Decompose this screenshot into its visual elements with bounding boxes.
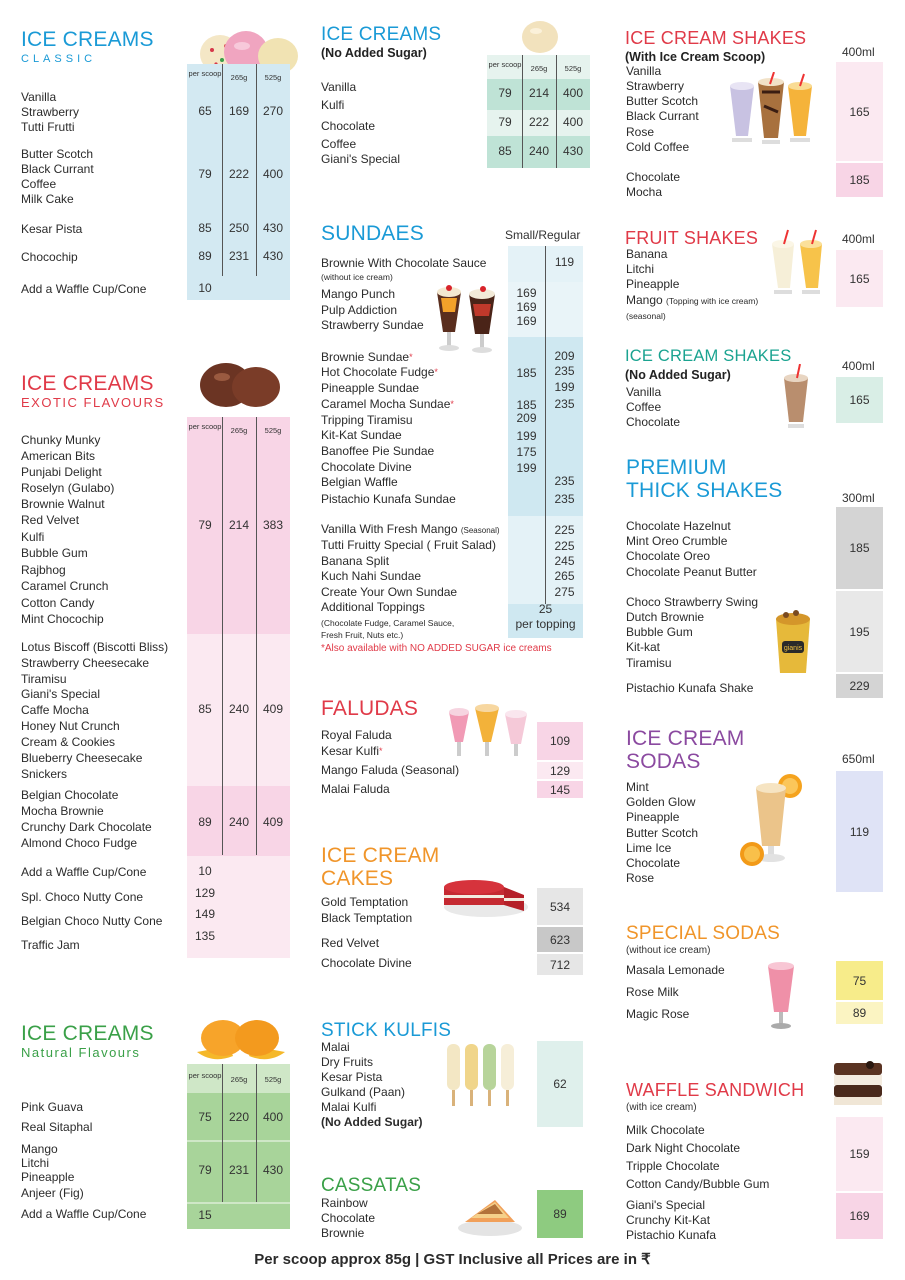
premium-price-box: 185 xyxy=(836,507,883,589)
cassata-price-box: 89 xyxy=(537,1190,583,1238)
exotic-item: Traffic Jam xyxy=(21,938,80,952)
cassata-item: Chocolate xyxy=(321,1211,376,1225)
exotic-item: Mint Chocochip xyxy=(21,612,104,626)
faludas-title: FALUDAS xyxy=(321,697,419,720)
nas-item: Chocolate xyxy=(321,119,376,133)
classic-title: ICE CREAMS xyxy=(21,28,154,51)
sundae-price: 235 xyxy=(554,492,575,506)
waffle-price-box: 159 xyxy=(836,1117,883,1191)
waffle-subtitle: (with ice cream) xyxy=(626,1102,697,1113)
cake-item: Gold Temptation xyxy=(321,895,409,909)
exotic-item: Snickers xyxy=(21,767,68,781)
classic-price: 89 xyxy=(198,249,212,263)
section-shakes xyxy=(625,27,806,65)
sundae-item-note: Fresh Fruit, Nuts etc.) xyxy=(321,630,404,640)
classic-item: Coffee xyxy=(21,177,57,191)
waffle-item: Giani's Special xyxy=(626,1198,705,1212)
shakes-item: Black Currant xyxy=(626,109,699,123)
sundae-item: Pineapple Sundae xyxy=(321,381,420,395)
sundae-item: Pistachio Kunafa Sundae xyxy=(321,492,456,506)
exotic-price: 79 xyxy=(198,518,212,532)
shakes-item: Strawberry xyxy=(626,79,685,93)
exotic-item: Crunchy Dark Chocolate xyxy=(21,820,152,834)
sundae-price: 235 xyxy=(554,474,575,488)
exotic-item: Red Velvet xyxy=(21,513,80,527)
sundae-price: 225 xyxy=(554,523,575,537)
sundae-item: Create Your Own Sundae xyxy=(321,585,458,599)
sodas-title-1: ICE CREAM xyxy=(626,727,745,750)
shakes-title: ICE CREAM SHAKES xyxy=(625,28,807,48)
sundae-item-note: (without ice cream) xyxy=(321,272,393,282)
kulfi-sticks-image xyxy=(445,1042,521,1108)
nas-price: 400 xyxy=(562,86,584,100)
sundaes-title: SUNDAES xyxy=(321,222,424,245)
nas-price: 430 xyxy=(562,144,584,158)
classic-price: 231 xyxy=(228,249,250,263)
sundae-item: Brownie With Chocolate Sauce xyxy=(321,256,487,270)
sodas-item: Golden Glow xyxy=(626,795,696,809)
sundae-item: Banoffee Pie Sundae xyxy=(321,444,435,458)
sundae-price: 169 xyxy=(516,286,537,300)
exotic-item: Roselyn (Gulabo) xyxy=(21,481,115,495)
sodas-price-box: 119 xyxy=(836,771,883,892)
faluda-item: Kesar Kulfi* xyxy=(321,744,383,758)
cake-item: Red Velvet xyxy=(321,936,380,950)
fruit-shake-image xyxy=(770,228,826,296)
exotic-item: Mocha Brownie xyxy=(21,804,104,818)
natural-subtitle: Natural Flavours xyxy=(21,1045,141,1060)
sundae-item: Tripping Tiramisu xyxy=(321,413,413,427)
nas-item: Coffee xyxy=(321,137,357,151)
exotic-price: 149 xyxy=(194,907,216,921)
natural-price: 231 xyxy=(228,1163,250,1177)
exotic-item: Cotton Candy xyxy=(21,596,95,610)
waffle-sandwich-image xyxy=(830,1057,886,1113)
sundae-price: 225 xyxy=(554,539,575,553)
premium-item: Chocolate Hazelnut xyxy=(626,519,731,533)
natural-price: 400 xyxy=(262,1110,284,1124)
exotic-price: 409 xyxy=(262,702,284,716)
sundae-item: Hot Chocolate Fudge* xyxy=(321,365,438,379)
exotic-header-265: 265g xyxy=(230,426,248,435)
premium-title-1: PREMIUM xyxy=(626,456,727,479)
special-subtitle: (without ice cream) xyxy=(626,945,711,956)
sodas-item: Pineapple xyxy=(626,810,680,824)
faluda-price-box: 109 xyxy=(537,722,583,760)
exotic-item: Kulfi xyxy=(21,530,45,544)
sundae-price: 175 xyxy=(516,445,537,459)
exotic-item: Chunky Munky xyxy=(21,433,101,447)
kulfis-title: STICK KULFIS xyxy=(321,1020,452,1041)
sundae-item: Kit-Kat Sundae xyxy=(321,428,402,442)
shakes-item: Butter Scotch xyxy=(626,94,699,108)
natural-title: ICE CREAMS xyxy=(21,1022,154,1045)
premium-item: Tiramisu xyxy=(626,656,672,670)
classic-price: 65 xyxy=(198,104,212,118)
kulfi-item: Dry Fruits xyxy=(321,1055,373,1069)
shakesnas-subtitle: (No Added Sugar) xyxy=(625,368,731,382)
fruit-size: 400ml xyxy=(842,232,875,246)
classic-price: 10 xyxy=(198,281,212,295)
nas-header-scoop: per scoop xyxy=(488,60,522,69)
cake-image xyxy=(436,865,530,921)
classic-header-scoop: per scoop xyxy=(188,69,222,78)
exotic-item: Brownie Walnut xyxy=(21,497,105,511)
thick-shake-cup-image xyxy=(772,607,814,677)
exotic-item: Rajbhog xyxy=(21,563,66,577)
premium-size: 300ml xyxy=(842,491,875,505)
classic-price: 79 xyxy=(198,167,212,181)
classic-header-265: 265g xyxy=(230,73,248,82)
natural-item: Pink Guava xyxy=(21,1100,84,1114)
special-item: Magic Rose xyxy=(626,1007,690,1021)
sundae-item: Mango Punch xyxy=(321,287,396,301)
sundae-item: Strawberry Sundae xyxy=(321,318,424,332)
classic-item: Tutti Frutti xyxy=(21,120,75,134)
sodas-item: Butter Scotch xyxy=(626,826,699,840)
exotic-item: Cream & Cookies xyxy=(21,735,116,749)
fruit-item: Pineapple xyxy=(626,277,680,291)
kulfi-item: Gulkand (Paan) xyxy=(321,1085,406,1099)
section-sodas xyxy=(626,727,744,773)
natural-item: Mango xyxy=(21,1142,58,1156)
cassata-item: Brownie xyxy=(321,1226,365,1240)
exotic-item: Honey Nut Crunch xyxy=(21,719,120,733)
premium-item: Choco Strawberry Swing xyxy=(626,595,759,609)
natural-header-265: 265g xyxy=(230,1075,248,1084)
exotic-item: Almond Choco Fudge xyxy=(21,836,138,850)
sundae-item: Belgian Waffle xyxy=(321,475,398,489)
premium-item: Kit-kat xyxy=(626,640,661,654)
sundae-item: Caramel Mocha Sundae* xyxy=(321,397,454,411)
exotic-price: 10 xyxy=(198,864,212,878)
mango-scoops-image xyxy=(193,1012,289,1064)
faluda-glasses-image xyxy=(447,704,531,764)
sundae-price: 199 xyxy=(516,429,537,443)
waffle-item: Cotton Candy/Bubble Gum xyxy=(626,1177,770,1191)
rose-milk-image xyxy=(764,956,798,1032)
natural-header-525: 525g xyxy=(264,1075,282,1084)
exotic-price: 135 xyxy=(194,929,216,943)
classic-price: 400 xyxy=(262,167,284,181)
sundae-price: 235 xyxy=(554,397,575,411)
waffle-item: Pistachio Kunafa xyxy=(626,1228,717,1242)
exotic-item: Strawberry Cheesecake xyxy=(21,656,150,670)
chocolate-shake-image xyxy=(782,364,810,434)
nas-item: Giani's Special xyxy=(321,152,400,166)
special-price-box: 89 xyxy=(836,1002,883,1024)
sundae-price: 199 xyxy=(516,461,537,475)
sodas-title-2: SODAS xyxy=(626,750,701,773)
exotic-price: 85 xyxy=(198,702,212,716)
exotic-item: Blueberry Cheesecake xyxy=(21,751,143,765)
exotic-subtitle: EXOTIC FLAVOURS xyxy=(21,395,165,410)
chocolate-scoops-image xyxy=(198,355,282,411)
sundae-price: 25 xyxy=(538,602,553,616)
nas-subtitle: (No Added Sugar) xyxy=(321,46,427,60)
shakes-item: Rose xyxy=(626,125,655,139)
shakesnas-price-box: 165 xyxy=(836,377,883,423)
faluda-price-box: 129 xyxy=(537,762,583,779)
fruit-item: Litchi xyxy=(626,262,655,276)
exotic-header-scoop: per scoop xyxy=(188,422,222,431)
cup-label: gianis xyxy=(783,645,803,652)
fruit-title: FRUIT SHAKES xyxy=(625,228,759,248)
shake-glasses-image xyxy=(726,72,816,146)
exotic-item: Lotus Biscoff (Biscotti Bliss) xyxy=(21,640,169,654)
classic-item: Strawberry xyxy=(21,105,80,119)
premium-title-2: THICK SHAKES xyxy=(626,479,783,502)
classic-item: Vanilla xyxy=(21,90,57,104)
premium-item: Chocolate Oreo xyxy=(626,549,711,563)
sundae-note: *Also available with NO ADDED SUGAR ice creams xyxy=(321,643,552,654)
sundae-price: 209 xyxy=(554,349,575,363)
classic-price: 270 xyxy=(262,104,284,118)
premium-price-box: 195 xyxy=(836,591,883,672)
cake-price-box: 623 xyxy=(537,927,583,952)
cassatas-title: CASSATAS xyxy=(321,1175,422,1196)
shakes-item: Chocolate xyxy=(626,170,681,184)
fruit-item: Mango (Topping with ice cream) xyxy=(626,293,759,307)
classic-subtitle: CLASSIC xyxy=(21,53,97,65)
natural-price: 75 xyxy=(198,1110,212,1124)
classic-price: 85 xyxy=(198,221,212,235)
exotic-price: 240 xyxy=(228,815,250,829)
exotic-item: Tiramisu xyxy=(21,672,67,686)
sodas-item: Rose xyxy=(626,871,655,885)
sodas-item: Lime Ice xyxy=(626,841,672,855)
natural-item: Real Sitaphal xyxy=(21,1120,93,1134)
cassata-item: Rainbow xyxy=(321,1196,368,1210)
footer-note: Per scoop approx 85g | GST Inclusive all Prices are in ₹ xyxy=(254,1251,651,1268)
shakesnas-item: Chocolate xyxy=(626,415,681,429)
exotic-item: Belgian Chocolate xyxy=(21,788,119,802)
nas-header-525: 525g xyxy=(564,64,582,73)
classic-item: Chocochip xyxy=(21,250,78,264)
classic-item: Butter Scotch xyxy=(21,147,94,161)
natural-item: Add a Waffle Cup/Cone xyxy=(21,1207,147,1221)
sundae-price: 199 xyxy=(554,380,575,394)
natural-price: 79 xyxy=(198,1163,212,1177)
sundae-item: Brownie Sundae* xyxy=(321,350,413,364)
special-title: SPECIAL SODAS xyxy=(626,923,780,944)
waffle-item: Dark Night Chocolate xyxy=(626,1141,741,1155)
shakesnas-title: ICE CREAM SHAKES xyxy=(625,347,792,365)
cake-item: Chocolate Divine xyxy=(321,956,412,970)
faluda-item: Malai Faluda xyxy=(321,782,390,796)
nas-item: Kulfi xyxy=(321,98,345,112)
natural-price: 220 xyxy=(228,1110,250,1124)
exotic-price: 214 xyxy=(228,518,250,532)
exotic-item: Punjabi Delight xyxy=(21,465,102,479)
exotic-item: Bubble Gum xyxy=(21,546,88,560)
exotic-price: 129 xyxy=(194,886,216,900)
exotic-item: Add a Waffle Cup/Cone xyxy=(21,865,147,879)
section-shakes-nas xyxy=(625,345,791,383)
kulfi-item: Malai xyxy=(321,1040,350,1054)
cassata-image xyxy=(455,1192,525,1238)
shakesnas-item: Coffee xyxy=(626,400,662,414)
classic-header-525: 525g xyxy=(264,73,282,82)
exotic-header-525: 525g xyxy=(264,426,282,435)
cakes-title-2: CAKES xyxy=(321,867,394,890)
waffle-item: Tripple Chocolate xyxy=(626,1159,720,1173)
classic-price: 430 xyxy=(262,249,284,263)
cake-price-box: 534 xyxy=(537,888,583,925)
sundaes-size: Small/Regular xyxy=(505,228,581,242)
special-price-box: 75 xyxy=(836,961,883,1000)
sundae-price: 235 xyxy=(554,364,575,378)
faluda-item: Royal Faluda xyxy=(321,728,392,742)
waffle-price-box: 169 xyxy=(836,1193,883,1239)
shakes-size: 400ml xyxy=(842,45,875,59)
sundae-price: 185 xyxy=(516,398,537,412)
sundae-item-note: (Chocolate Fudge, Caramel Sauce, xyxy=(321,618,455,628)
section-cakes xyxy=(321,844,439,890)
classic-price: 250 xyxy=(228,221,250,235)
faluda-item: Mango Faluda (Seasonal) xyxy=(321,763,460,777)
section-exotic xyxy=(21,372,221,411)
nas-price: 400 xyxy=(562,115,584,129)
soda-glass-image xyxy=(738,772,808,868)
classic-item: Kesar Pista xyxy=(21,222,83,236)
exotic-item: American Bits xyxy=(21,449,96,463)
natural-item: Anjeer (Fig) xyxy=(21,1186,84,1200)
sundae-price: 119 xyxy=(554,255,575,269)
fruit-item-note: (seasonal) xyxy=(626,311,666,321)
shakes-subtitle: (With Ice Cream Scoop) xyxy=(625,50,766,64)
exotic-title: ICE CREAMS xyxy=(21,372,154,395)
sodas-size: 650ml xyxy=(842,752,875,766)
premium-item: Chocolate Peanut Butter xyxy=(626,565,757,579)
shakes-price-box: 185 xyxy=(836,163,883,197)
sodas-item: Mint xyxy=(626,780,649,794)
natural-item: Litchi xyxy=(21,1156,50,1170)
sundae-price: 169 xyxy=(516,314,537,328)
shakes-item: Cold Coffee xyxy=(626,140,690,154)
sundae-item: Additional Toppings xyxy=(321,600,425,614)
sundae-item: Banana Split xyxy=(321,554,390,568)
waffle-item: Milk Chocolate xyxy=(626,1123,705,1137)
section-special xyxy=(626,922,780,957)
exotic-item: Spl. Choco Nutty Cone xyxy=(21,890,144,904)
sundae-price-unit: per topping xyxy=(515,617,576,631)
classic-item: Milk Cake xyxy=(21,192,74,206)
nas-price: 222 xyxy=(528,115,550,129)
sundae-price: 275 xyxy=(554,585,575,599)
exotic-price: 383 xyxy=(262,518,284,532)
sundae-price: 169 xyxy=(516,300,537,314)
natural-item: Pineapple xyxy=(21,1170,75,1184)
fruit-item: Banana xyxy=(626,247,668,261)
sundae-item: Chocolate Divine xyxy=(321,460,412,474)
sundae-price: 265 xyxy=(554,569,575,583)
sundae-item: Tutti Fruitty Special ( Fruit Salad) xyxy=(321,538,496,552)
natural-header-scoop: per scoop xyxy=(188,1071,222,1080)
sundae-price: 185 xyxy=(516,366,537,380)
exotic-price: 409 xyxy=(262,815,284,829)
exotic-price: 240 xyxy=(228,702,250,716)
shakesnas-size: 400ml xyxy=(842,359,875,373)
nas-price: 85 xyxy=(498,144,512,158)
exotic-price: 89 xyxy=(198,815,212,829)
premium-item: Bubble Gum xyxy=(626,625,693,639)
premium-item: Mint Oreo Crumble xyxy=(626,534,728,548)
nas-item: Vanilla xyxy=(321,80,357,94)
classic-item: Add a Waffle Cup/Cone xyxy=(21,282,147,296)
classic-item: Black Currant xyxy=(21,162,94,176)
nas-price: 79 xyxy=(498,86,512,100)
classic-price: 430 xyxy=(262,221,284,235)
nas-title: ICE CREAMS xyxy=(321,24,442,45)
sundae-item: Pulp Addiction xyxy=(321,303,398,317)
nas-header-265: 265g xyxy=(530,64,548,73)
cakes-title-1: ICE CREAM xyxy=(321,844,440,867)
classic-price: 222 xyxy=(228,167,250,181)
faluda-price-box: 145 xyxy=(537,781,583,798)
vanilla-scoop-image xyxy=(520,18,560,54)
sodas-item: Chocolate xyxy=(626,856,681,870)
section-waffle xyxy=(626,1079,804,1114)
sundae-glasses-image xyxy=(433,282,501,356)
kulfi-item: Malai Kulfi xyxy=(321,1100,377,1114)
section-natural xyxy=(21,1022,221,1061)
premium-price-box: 229 xyxy=(836,674,883,698)
premium-item: Dutch Brownie xyxy=(626,610,705,624)
shakes-item: Mocha xyxy=(626,185,663,199)
natural-price: 15 xyxy=(198,1208,212,1222)
section-premium xyxy=(626,456,782,502)
nas-price: 240 xyxy=(528,144,550,158)
sundae-item: Vanilla With Fresh Mango (Seasonal) xyxy=(321,522,500,536)
natural-price: 430 xyxy=(262,1163,284,1177)
kulfi-item: Kesar Pista xyxy=(321,1070,383,1084)
fruit-price-box: 165 xyxy=(836,250,883,307)
nas-price: 214 xyxy=(528,86,550,100)
exotic-item: Giani's Special xyxy=(21,687,100,701)
sundae-price: 245 xyxy=(554,554,575,568)
exotic-item: Caffe Mocha xyxy=(21,703,89,717)
sundae-price: 209 xyxy=(516,411,537,425)
waffle-title: WAFFLE SANDWICH xyxy=(626,1080,805,1100)
premium-item: Pistachio Kunafa Shake xyxy=(626,681,754,695)
exotic-item: Belgian Choco Nutty Cone xyxy=(21,914,163,928)
kulfi-price-box: 62 xyxy=(537,1041,583,1127)
sundae-item: Kuch Nahi Sundae xyxy=(321,569,422,583)
waffle-item: Crunchy Kit-Kat xyxy=(626,1213,711,1227)
nas-price: 79 xyxy=(498,115,512,129)
cake-price-box: 712 xyxy=(537,954,583,975)
classic-price-column xyxy=(187,64,290,300)
cake-item: Black Temptation xyxy=(321,911,413,925)
special-item: Masala Lemonade xyxy=(626,963,725,977)
classic-price: 169 xyxy=(228,104,250,118)
kulfi-item: (No Added Sugar) xyxy=(321,1115,423,1129)
shakesnas-item: Vanilla xyxy=(626,385,662,399)
shakes-price-box: 165 xyxy=(836,62,883,161)
special-item: Rose Milk xyxy=(626,985,679,999)
exotic-item: Caramel Crunch xyxy=(21,579,109,593)
shakes-item: Vanilla xyxy=(626,64,662,78)
